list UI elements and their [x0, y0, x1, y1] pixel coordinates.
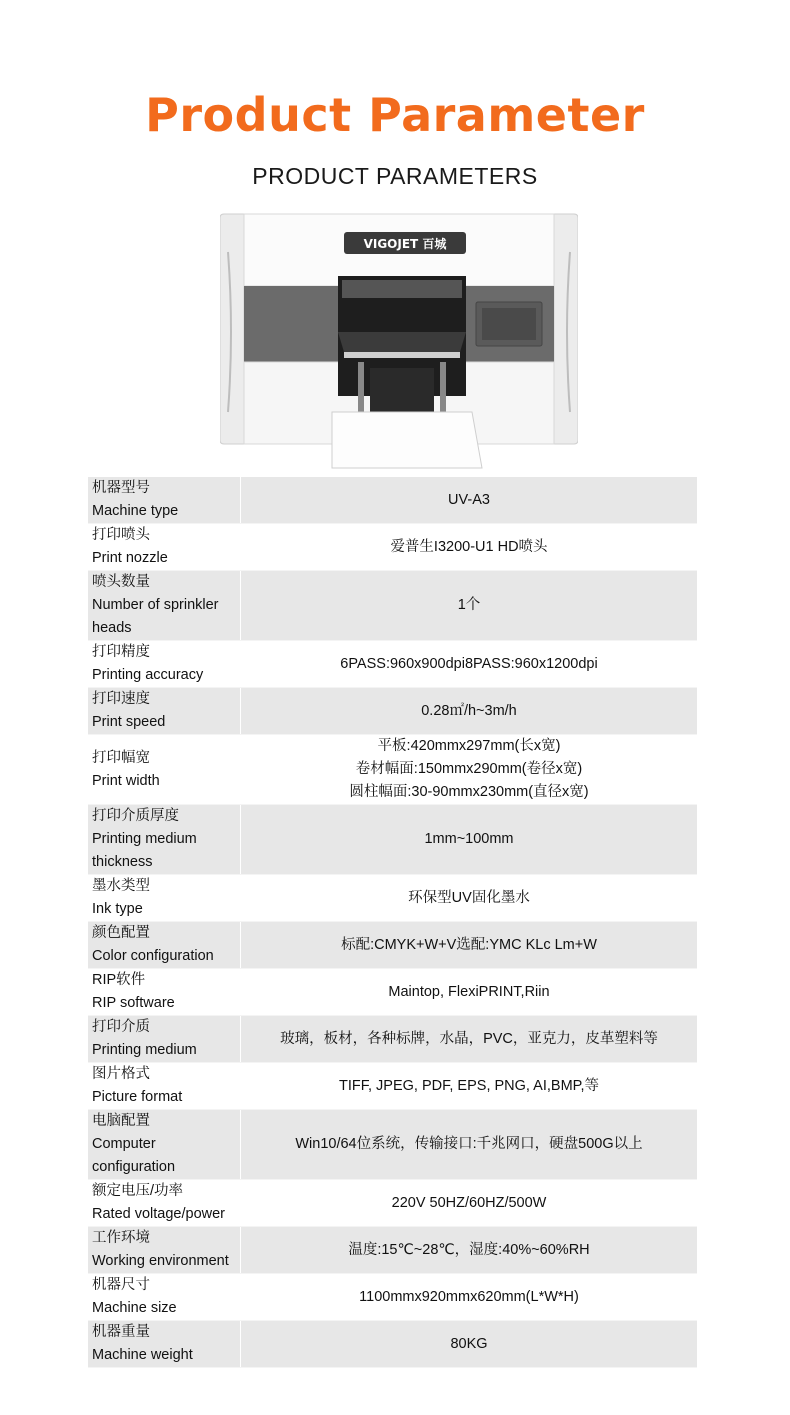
- table-row: [88, 641, 697, 688]
- spec-label: [88, 524, 241, 571]
- spec-value: [241, 1063, 698, 1110]
- spec-label: [88, 1063, 241, 1110]
- spec-label: [88, 1227, 241, 1274]
- spec-label-cn: 额定电压/功率: [92, 1183, 184, 1199]
- spec-label-en: Working environment: [92, 1253, 229, 1269]
- spec-label-cn: 颜色配置: [92, 925, 150, 941]
- spec-label-en: Printing accuracy: [92, 667, 204, 683]
- spec-value-line: Maintop, FlexiPRINT,Riin: [388, 983, 550, 1000]
- spec-label-cn: 打印精度: [92, 644, 150, 660]
- spec-value: [241, 1321, 698, 1368]
- table-row: [88, 1063, 697, 1110]
- spec-label-cn: 工作环境: [92, 1230, 150, 1246]
- spec-label-en: Printing medium thickness: [92, 831, 197, 870]
- spec-label-en: Computer configuration: [92, 1136, 176, 1175]
- spec-value-line: 环保型UV固化墨水: [408, 889, 530, 906]
- spec-label-cn: 打印介质厚度: [92, 808, 179, 824]
- spec-value-line: 0.28㎡/h~3m/h: [421, 702, 517, 719]
- spec-value: [241, 1274, 698, 1321]
- spec-value-line: 卷材幅面:150mmx290mm(卷径x宽): [355, 761, 583, 777]
- spec-label-cn: 电脑配置: [92, 1113, 150, 1129]
- spec-value: [241, 969, 698, 1016]
- spec-label-en: Rated voltage/power: [92, 1206, 225, 1222]
- spec-label-cn: 喷头数量: [92, 574, 150, 590]
- table-row: [88, 524, 697, 571]
- table-row: [88, 805, 697, 875]
- brand-logo-text: VIGOJET 百城: [363, 237, 447, 251]
- table-row: [88, 1110, 697, 1180]
- spec-label: [88, 688, 241, 735]
- spec-label-en: Color configuration: [92, 948, 214, 964]
- spec-label-en: Ink type: [92, 901, 143, 917]
- spec-label: [88, 1016, 241, 1063]
- spec-value: [241, 922, 698, 969]
- spec-label-cn: 机器重量: [92, 1324, 150, 1340]
- spec-label-en: Number of sprinkler heads: [92, 597, 219, 636]
- spec-label: [88, 805, 241, 875]
- spec-value-line: 1mm~100mm: [424, 831, 514, 847]
- spec-label-cn: 图片格式: [92, 1066, 150, 1082]
- spec-label-en: Machine type: [92, 503, 179, 519]
- spec-value-line: TIFF, JPEG, PDF, EPS, PNG, AI,BMP,等: [339, 1077, 599, 1094]
- spec-value-line: 80KG: [450, 1335, 488, 1352]
- spec-value: [241, 477, 698, 524]
- spec-value-line: 1个: [457, 597, 481, 613]
- spec-label-en: Machine size: [92, 1300, 177, 1316]
- spec-label: [88, 1274, 241, 1321]
- spec-label: [88, 1180, 241, 1227]
- spec-value-line: 220V 50HZ/60HZ/500W: [391, 1194, 547, 1211]
- table-row: [88, 1274, 697, 1321]
- spec-value: [241, 641, 698, 688]
- spec-label: [88, 641, 241, 688]
- spec-label-cn: 打印速度: [92, 691, 150, 707]
- page-subtitle: PRODUCT PARAMETERS: [252, 163, 538, 189]
- spec-value: [241, 688, 698, 735]
- spec-label-en: Picture format: [92, 1089, 183, 1105]
- spec-value: [241, 1110, 698, 1180]
- spec-value-line: 1100mmx920mmx620mm(L*W*H): [359, 1288, 579, 1305]
- spec-label-en: Print speed: [92, 714, 166, 730]
- spec-label: [88, 969, 241, 1016]
- table-row: [88, 922, 697, 969]
- table-row: [88, 1227, 697, 1274]
- spec-value-line: 温度:15℃~28℃，湿度:40%~60%RH: [348, 1241, 590, 1258]
- spec-label-en: RIP software: [92, 995, 175, 1011]
- spec-label: [88, 477, 241, 524]
- spec-value-line: 爱普生I3200-U1 HD喷头: [390, 538, 548, 555]
- spec-label: [88, 571, 241, 641]
- spec-value: [241, 1180, 698, 1227]
- spec-label-en: Printing medium: [92, 1042, 197, 1058]
- page-title: Product Parameter: [145, 88, 645, 142]
- spec-value: [241, 1016, 698, 1063]
- table-row: [88, 1180, 697, 1227]
- spec-value: [241, 875, 698, 922]
- spec-value-line: UV-A3: [448, 491, 490, 508]
- spec-label-en: Print nozzle: [92, 550, 168, 566]
- table-row: [88, 875, 697, 922]
- spec-value-line: 圆柱幅面:30-90mmx230mm(直径x宽): [349, 784, 589, 800]
- table-row: [88, 477, 697, 524]
- spec-label: [88, 1110, 241, 1180]
- spec-label-cn: 机器尺寸: [92, 1277, 150, 1293]
- spec-label-cn: 打印介质: [92, 1019, 150, 1035]
- spec-value-line: 平板:420mmx297mm(长x宽): [377, 738, 561, 754]
- spec-value-line: 6PASS:960x900dpi8PASS:960x1200dpi: [340, 655, 598, 672]
- spec-label-cn: RIP软件: [92, 972, 146, 988]
- spec-label: [88, 875, 241, 922]
- table-row: [88, 969, 697, 1016]
- spec-label-cn: 打印幅宽: [92, 749, 150, 766]
- table-row: [88, 688, 697, 735]
- spec-value-line: 标配:CMYK+W+V选配:YMC KLc Lm+W: [341, 936, 597, 953]
- spec-value-line: 玻璃，板材，各种标牌，水晶，PVC，亚克力，皮革塑料等: [280, 1030, 658, 1047]
- spec-label: [88, 1321, 241, 1368]
- uv-printer-image: [220, 212, 578, 470]
- spec-value: [241, 1227, 698, 1274]
- spec-value: [241, 571, 698, 641]
- spec-label-cn: 打印喷头: [92, 527, 150, 543]
- spec-value: [241, 524, 698, 571]
- spec-table: [88, 477, 697, 1368]
- spec-label: [88, 922, 241, 969]
- spec-label: [88, 735, 241, 805]
- table-row: [88, 571, 697, 641]
- spec-label-cn: 机器型号: [92, 480, 150, 496]
- table-row: [88, 1016, 697, 1063]
- table-row: [88, 735, 697, 805]
- spec-label-en: Machine weight: [92, 1347, 193, 1363]
- spec-label-en: Print width: [92, 772, 160, 789]
- table-row: [88, 1321, 697, 1368]
- spec-value-line: Win10/64位系统，传输接口:千兆网口，硬盘500G以上: [295, 1136, 643, 1152]
- spec-value: [241, 735, 698, 805]
- spec-label-cn: 墨水类型: [92, 878, 150, 894]
- spec-value: [241, 805, 698, 875]
